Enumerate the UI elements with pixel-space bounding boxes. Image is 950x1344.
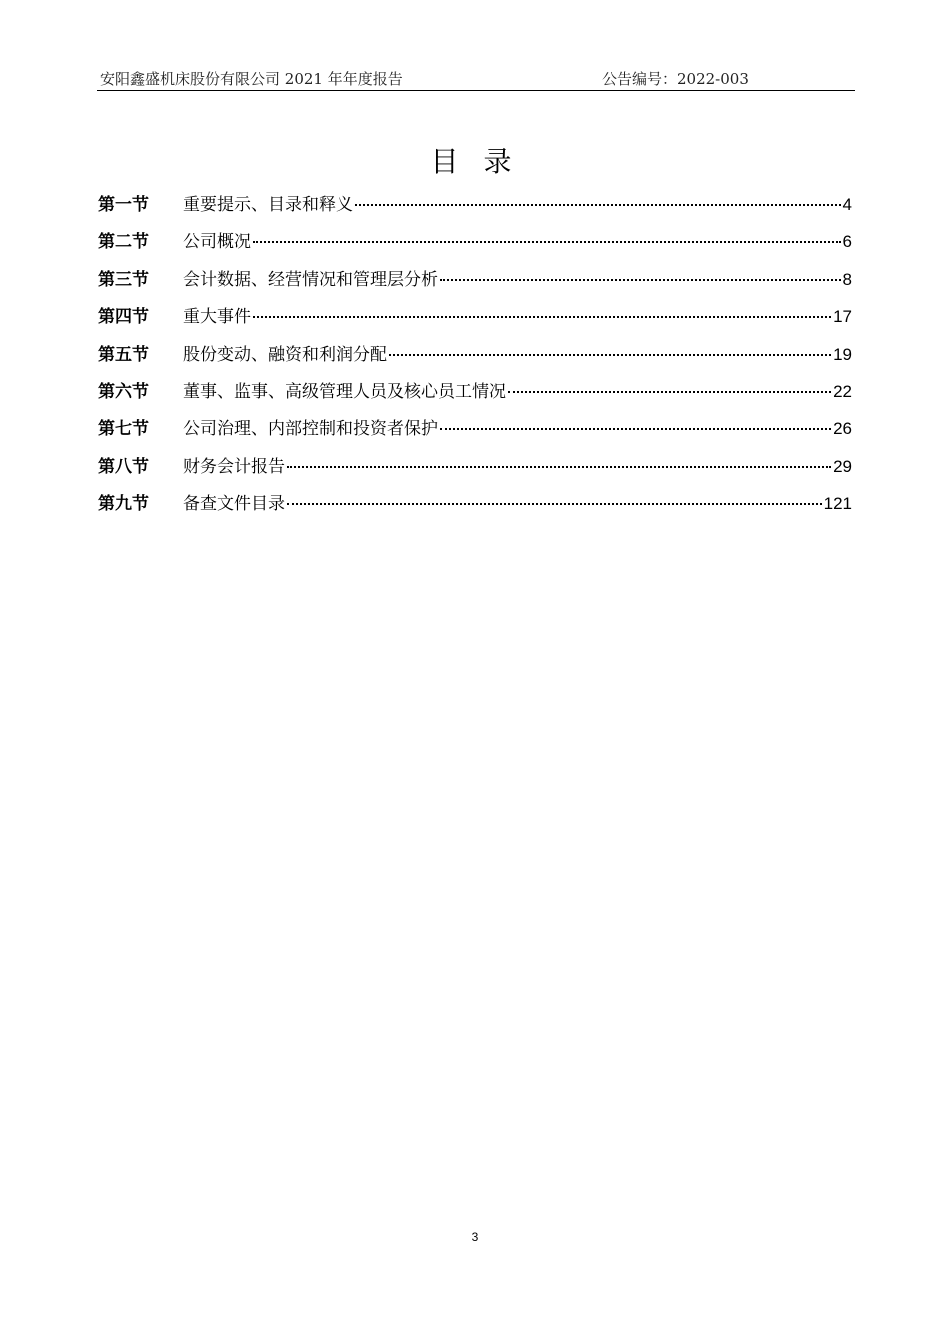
- toc-entry[interactable]: [98, 227, 852, 264]
- toc-page-number: 4: [842, 195, 852, 214]
- toc-dot-leader: [253, 241, 841, 243]
- toc-page-number: 8: [842, 269, 852, 289]
- toc-section-title: 备查文件目录: [183, 494, 285, 515]
- toc-section-title: 股份变动、融资和利润分配: [183, 344, 387, 365]
- toc-dot-leader: [355, 204, 841, 206]
- header-report-title: 安阳鑫盛机床股份有限公司 2021 年年度报告: [100, 70, 403, 88]
- toc-section-title: 公司概况: [183, 232, 251, 253]
- toc-dot-leader: [440, 428, 831, 430]
- toc-page-number: 22: [833, 381, 852, 401]
- toc-section-number: 第五节: [98, 344, 149, 365]
- toc-section-title: 会计数据、经营情况和管理层分析: [183, 269, 438, 290]
- toc-section-number: 第六节: [98, 381, 149, 402]
- toc-page-number: 19: [833, 344, 852, 364]
- toc-dot-leader: [508, 391, 831, 393]
- page-header: [97, 66, 855, 91]
- toc-section-title: 财务会计报告: [183, 456, 285, 477]
- toc-page-number: 121: [823, 494, 852, 514]
- table-of-contents: [98, 190, 852, 527]
- toc-entry[interactable]: [98, 190, 852, 227]
- toc-page-number: 29: [833, 456, 852, 476]
- toc-section-number: 第八节: [98, 456, 149, 477]
- toc-dot-leader: [389, 354, 831, 356]
- toc-dot-leader: [287, 503, 822, 505]
- toc-entry[interactable]: [98, 414, 852, 451]
- toc-section-number: 第三节: [98, 269, 149, 290]
- toc-title: 目 录: [430, 145, 520, 178]
- toc-entry[interactable]: [98, 340, 852, 377]
- toc-entry[interactable]: [98, 452, 852, 489]
- toc-section-title: 董事、监事、高级管理人员及核心员工情况: [183, 381, 506, 402]
- page-number: 3: [471, 1230, 479, 1244]
- toc-section-number: 第二节: [98, 232, 149, 253]
- header-announcement-number: 公告编号：2022-003: [602, 70, 749, 88]
- toc-page-number: 26: [833, 419, 852, 439]
- toc-section-number: 第九节: [98, 494, 149, 515]
- toc-entry[interactable]: [98, 377, 852, 414]
- toc-section-number: 第四节: [98, 307, 149, 328]
- toc-section-number: 第一节: [98, 195, 149, 215]
- toc-entry[interactable]: [98, 489, 852, 526]
- toc-section-title: 公司治理、内部控制和投资者保护: [183, 419, 438, 440]
- toc-section-title: 重要提示、目录和释义: [183, 195, 353, 215]
- toc-page-number: 6: [842, 232, 852, 252]
- toc-dot-leader: [253, 316, 831, 318]
- toc-entry[interactable]: [98, 302, 852, 339]
- toc-dot-leader: [440, 279, 841, 281]
- toc-section-number: 第七节: [98, 419, 149, 440]
- toc-dot-leader: [287, 466, 831, 468]
- toc-section-title: 重大事件: [183, 307, 251, 328]
- toc-page-number: 17: [833, 307, 852, 327]
- toc-entry[interactable]: [98, 265, 852, 302]
